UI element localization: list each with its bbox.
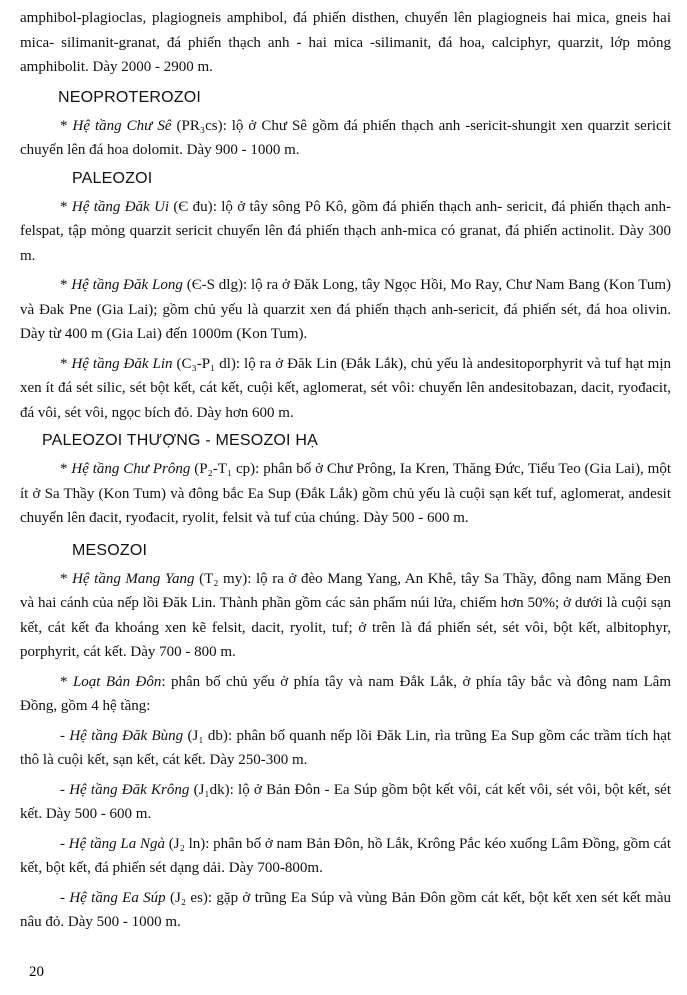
entry-dak-ui: * Hệ tầng Đăk Ui (Є đu): lộ ở tây sông Pô Kô, gồm đá phiến thạch anh- sericit, đá phiến thạch anh-felspat, tập mỏng quarzit sericit chuyển lên đá phiến thạch anh-mica có granat, đá phiến actinolit. Dày 300 m. xyxy=(20,198,671,264)
intro-paragraph: amphibol-plagioclas, plagiogneis amphibol, đá phiến disthen, chuyển lên plagiogneis hai mica, gneis hai mica- silimanit-granat, đá phiến thạch anh - hai mica -silimanit, đá hoa, calciphyr, quarzit, lớp mỏng amphibolit. Dày 2000 - 2900 m. xyxy=(20,10,671,75)
entry-la-nga: - Hệ tầng La Ngà (J₂ ln): phân bố ở nam Bản Đôn, hồ Lắk, Krông Pắc kéo xuống Lâm Đồng, gồm cát kết, bột kết, đá phiến sét dạng dải. Dày 700-800m. xyxy=(20,835,672,876)
entry-dak-lin: * Hệ tầng Đăk Lin (C₃-P₁ dl): lộ ra ở Đăk Lin (Đắk Lắk), chủ yếu là andesitoporphyrit và tuf hạt mịn xen ít đá sét silic, sét bột kết, cát kết, cuội kết, aglomerat, sét vôi: chuyển lên andesitobazan, dacit, ryođacit, đá vôi, sét vôi, ngọc bích đỏ. Dày hơn 600 m. xyxy=(20,355,672,421)
entry-loat-ban-don: * Loạt Bản Đôn: phân bố chủ yếu ở phía tây và nam Đắk Lắk, ở phía tây bắc và đông nam Lâm Đồng, gồm 4 hệ tầng: xyxy=(20,673,671,714)
entry-dak-krong: - Hệ tầng Đăk Krông (J₁dk): lộ ở Bản Đôn - Ea Súp gồm bột kết vôi, cát kết vôi, sét vôi, bột kết, sét kết. Dày 500 - 600 m. xyxy=(20,781,671,822)
entry-dak-long: * Hệ tầng Đăk Long (Є-S dlg): lộ ra ở Đăk Long, tây Ngọc Hồi, Mo Ray, Chư Nam Bang (Kon Tum) và Đak Pne (Gia Lai); gồm chủ yếu là quarzit xen đá phiến thạch anh-sericit, đá phiến sét, đá hoa olivin. Dày từ 400 m (Gia Lai) đến 1000m (Kon Tum). xyxy=(20,277,671,342)
page-number: 20 xyxy=(29,964,44,980)
section-heading-neoproterozoi: NEOPROTEROZOI xyxy=(58,88,202,106)
entry-dak-bung: - Hệ tầng Đăk Bùng (J₁ db): phân bố quanh nếp lồi Đăk Lin, rìa trũng Ea Sup gồm các trầm tích hạt thô là cuội kết, sạn kết, cát kết. Dày 250-300 m. xyxy=(20,727,672,768)
entry-chu-se: * Hệ tầng Chư Sê (PR₃cs): lộ ở Chư Sê gồm đá phiến thạch anh -sericit-shungit xen quarzit sericit chuyển lên đá hoa dolomit. Dày 900 - 1000 m. xyxy=(20,117,671,158)
entry-chu-prong: * Hệ tầng Chư Prông (P₂-T₁ cp): phân bố ở Chư Prông, Ia Kren, Thăng Đức, Tiểu Teo (Gia Lai), một ít ở Sa Thầy (Kon Tum) và đông bắc Ea Sup (Đắk Lắk) gồm chủ yếu là cuội sạn kết tuf, aglomerat, andesit chuyển lên đacit, ryođacit, ryolit, felsit và tuf của chúng. Dày 500 - 600 m. xyxy=(20,461,672,526)
section-heading-paleozoi-thuong-mesozoi-ha: PALEOZOI THƯỢNG - MESOZOI HẠ xyxy=(42,432,318,449)
entry-mang-yang: * Hệ tầng Mang Yang (T₂ my): lộ ra ở đèo Mang Yang, An Khê, tây Sa Thầy, đông nam Măng Đen và hai cánh của nếp lồi Đăk Lin. Thành phần gồm các sản phẩm núi lửa, chiếm hơn 50%; ở dưới là cuội sạn kết, cát kết đa khoáng xen kẽ felsit, dacit, ryolit, tuf; ở trên là đá phiến sét, sét vôi, bột kết, albitophyr, porphyrit, cát kết. Dày 700 - 800 m. xyxy=(20,570,671,660)
entry-ea-sup: - Hệ tầng Ea Súp (J₂ es): gặp ở trũng Ea Súp và vùng Bản Đôn gồm cát kết, bột kết xen sét kết màu nâu đỏ. Dày 500 - 1000 m. xyxy=(20,889,671,930)
section-heading-mesozoi: MESOZOI xyxy=(72,541,148,559)
section-heading-paleozoi: PALEOZOI xyxy=(72,169,153,187)
